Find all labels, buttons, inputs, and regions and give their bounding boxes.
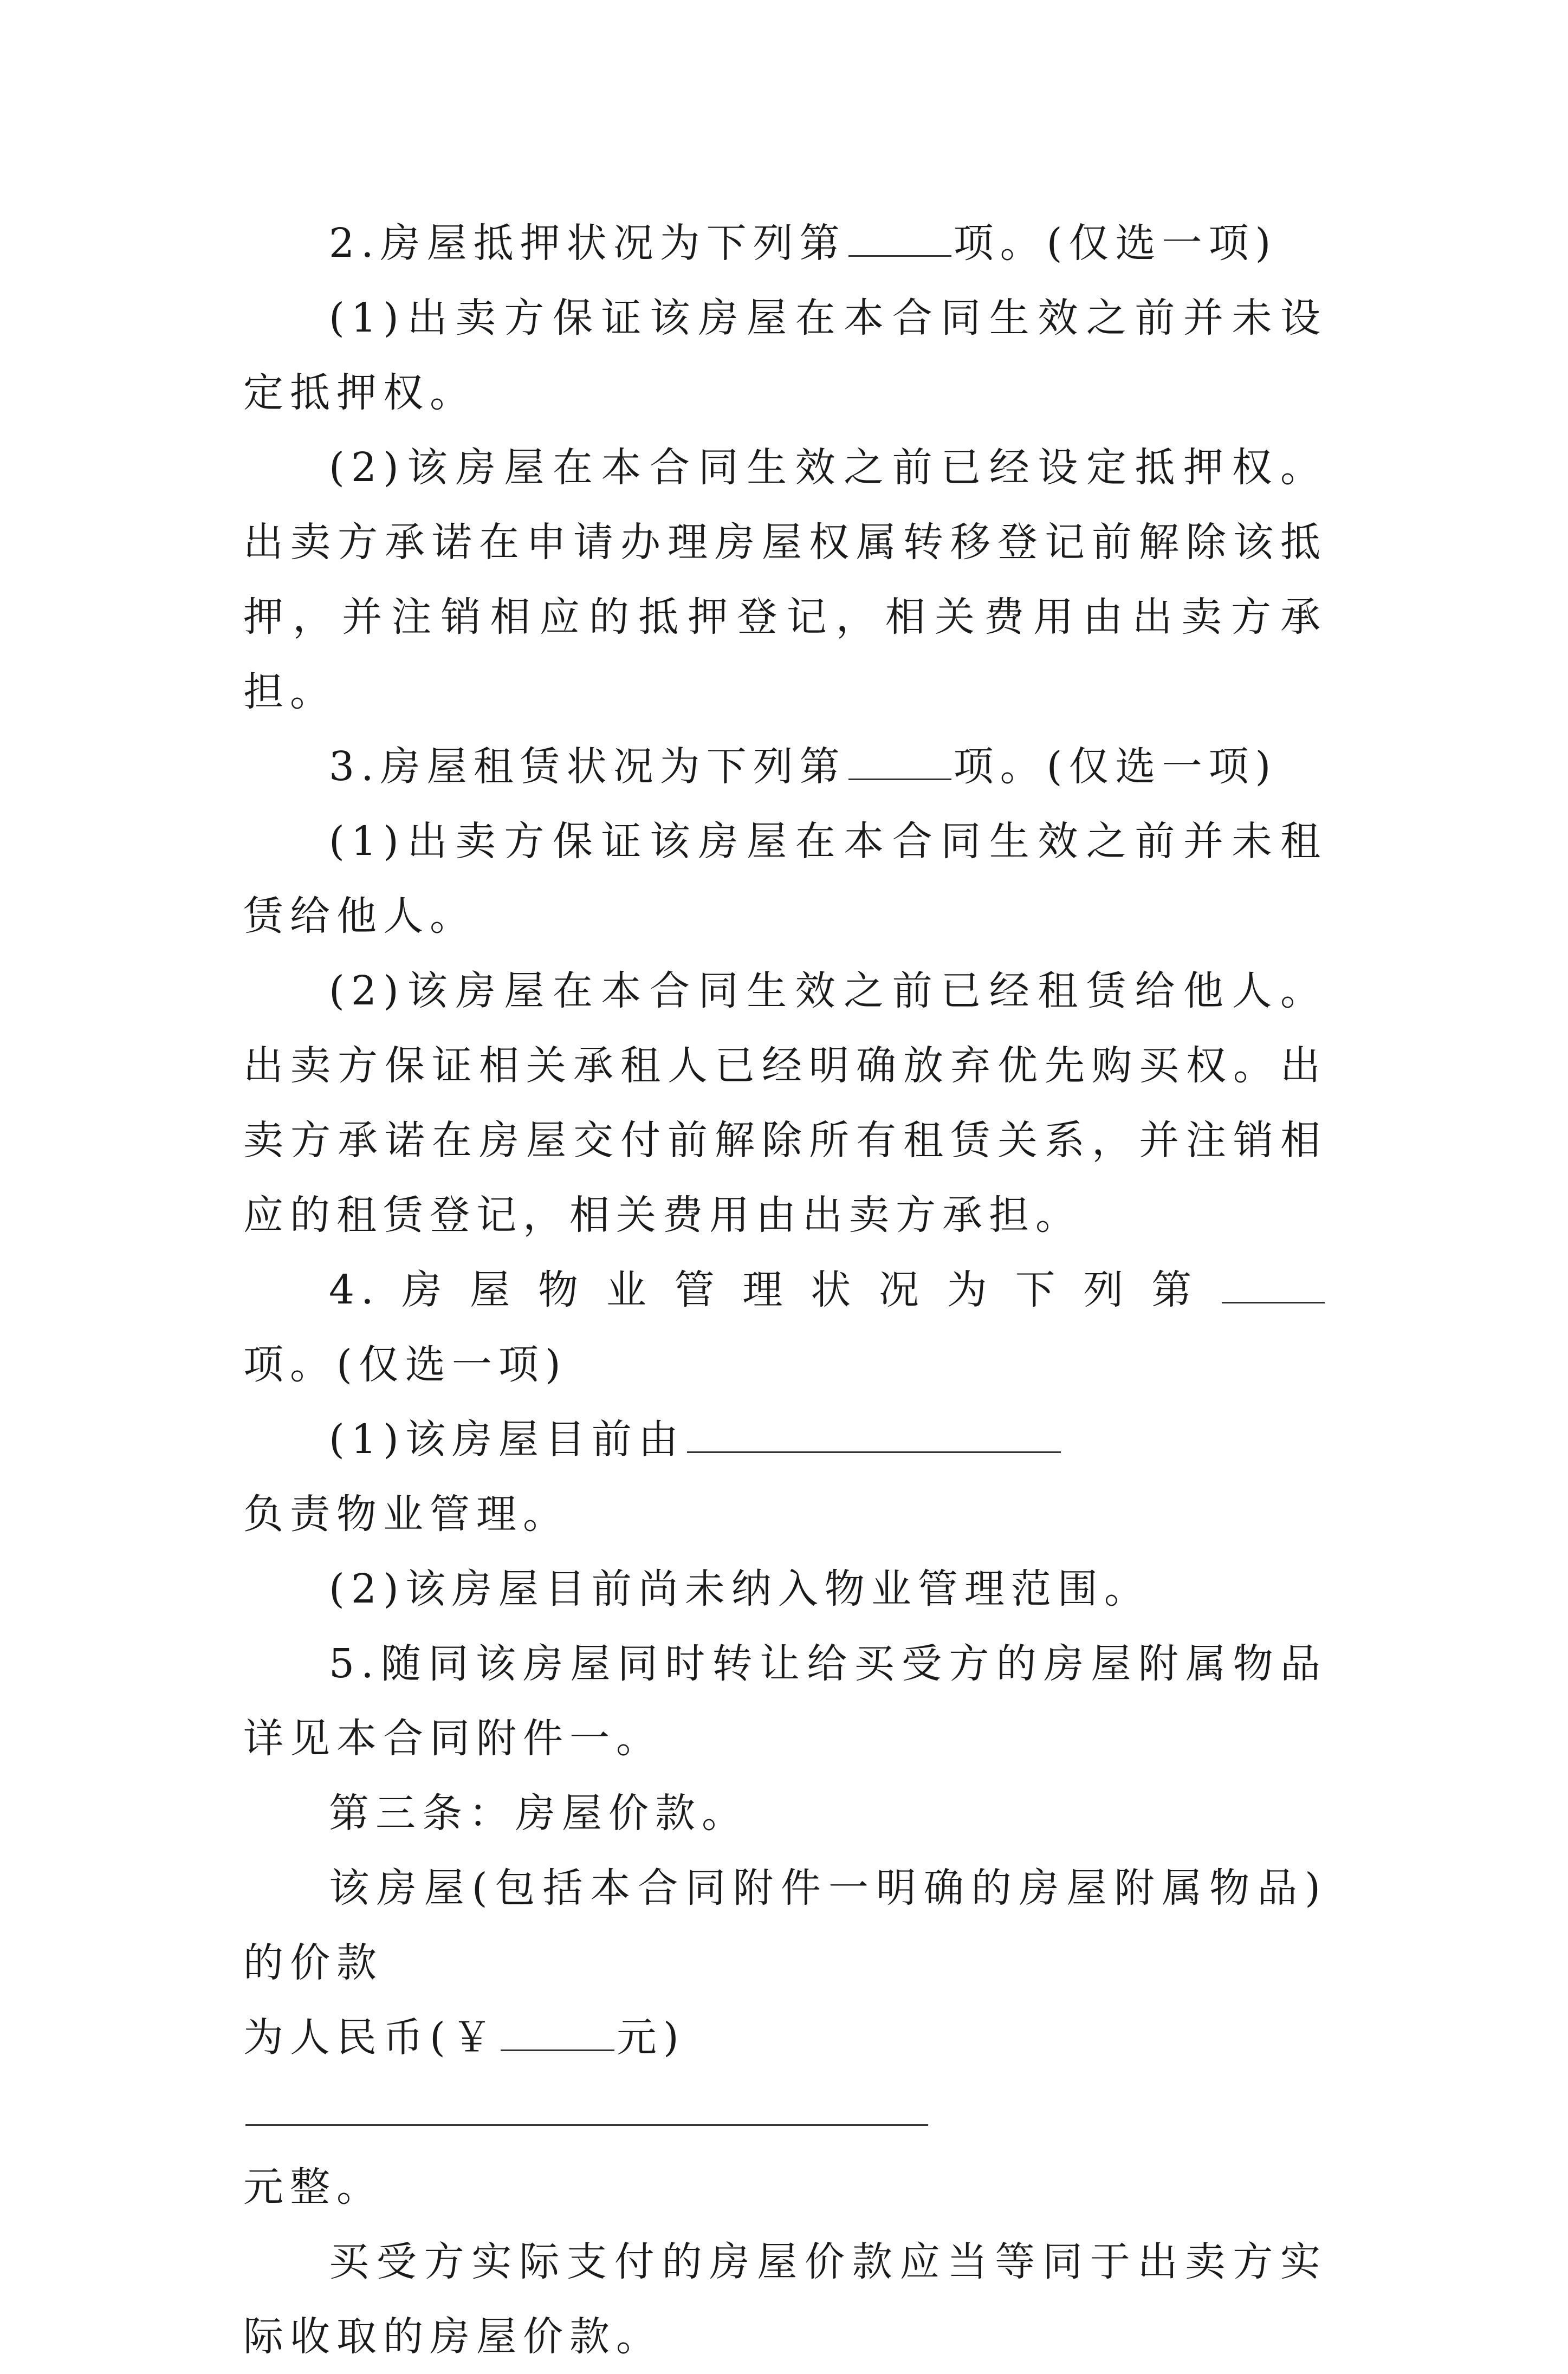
paragraph-text: (1)该房屋目前由 [329, 1416, 685, 1463]
paragraph-mortgage-status [243, 206, 1327, 281]
paragraph-lease-option-2: (2)该房屋在本合同生效之前已经租赁给他人。出卖方保证相关承租人已经明确放弃优先购买权。出卖方承诺在房屋交付前解除所有租赁关系，并注销相应的租赁登记，相关费用由出卖方承担。 [243, 968, 1327, 1238]
paragraph-text: 项。(仅选一项) [243, 1341, 567, 1388]
fill-blank[interactable] [848, 741, 951, 780]
paragraph-text: 为人民币(￥ [243, 2014, 498, 2061]
paragraph-price-intro: 该房屋(包括本合同附件一明确的房屋附属物品)的价款 [243, 1865, 1327, 1986]
paragraph-text: 负责物业管理。 [243, 1491, 569, 1538]
paragraph-management-option-2: (2)该房屋目前尚未纳入物业管理范围。 [329, 1566, 1151, 1612]
paragraph-text: 元) [616, 2014, 685, 2061]
paragraph-price-amount [243, 2000, 1327, 2224]
fill-blank[interactable] [687, 1413, 1061, 1453]
paragraph-text: 3.房屋租赁状况为下列第 [329, 743, 846, 790]
paragraph-text: 4.房屋物业管理状况为下列第 [329, 1267, 1220, 1313]
paragraph-accessories: 5.随同该房屋同时转让给买受方的房屋附属物品详见本合同附件一。 [243, 1640, 1327, 1762]
paragraph-mortgage-option-2: (2)该房屋在本合同生效之前已经设定抵押权。出卖方承诺在申请办理房屋权属转移登记前解除该抵押，并注销相应的抵押登记，相关费用由出卖方承担。 [243, 444, 1327, 715]
paragraph-text: 项。(仅选一项) [953, 220, 1278, 267]
fill-blank[interactable] [1222, 1264, 1325, 1303]
paragraph-text: 元整。 [243, 2164, 383, 2210]
paragraph-property-management-status [243, 1253, 1327, 1402]
paragraph-text: 项。(仅选一项) [953, 743, 1278, 790]
fill-blank[interactable] [848, 217, 951, 257]
document-page [243, 206, 1327, 2374]
paragraph-lease-option-1: (1)出卖方保证该房屋在本合同生效之前并未租赁给他人。 [243, 818, 1327, 939]
section-heading-article-3: 第三条：房屋价款。 [329, 1790, 748, 1837]
paragraph-text: 2.房屋抵押状况为下列第 [329, 220, 846, 267]
paragraph-mortgage-option-1: (1)出卖方保证该房屋在本合同生效之前并未设定抵押权。 [243, 295, 1327, 416]
paragraph-management-option-1 [243, 1402, 1327, 1552]
paragraph-lease-status [243, 729, 1327, 804]
paragraph-price-equality: 买受方实际支付的房屋价款应当等同于出卖方实际收取的房屋价款。 [243, 2239, 1327, 2360]
fill-blank[interactable] [245, 2086, 928, 2126]
fill-blank[interactable] [501, 2012, 614, 2051]
